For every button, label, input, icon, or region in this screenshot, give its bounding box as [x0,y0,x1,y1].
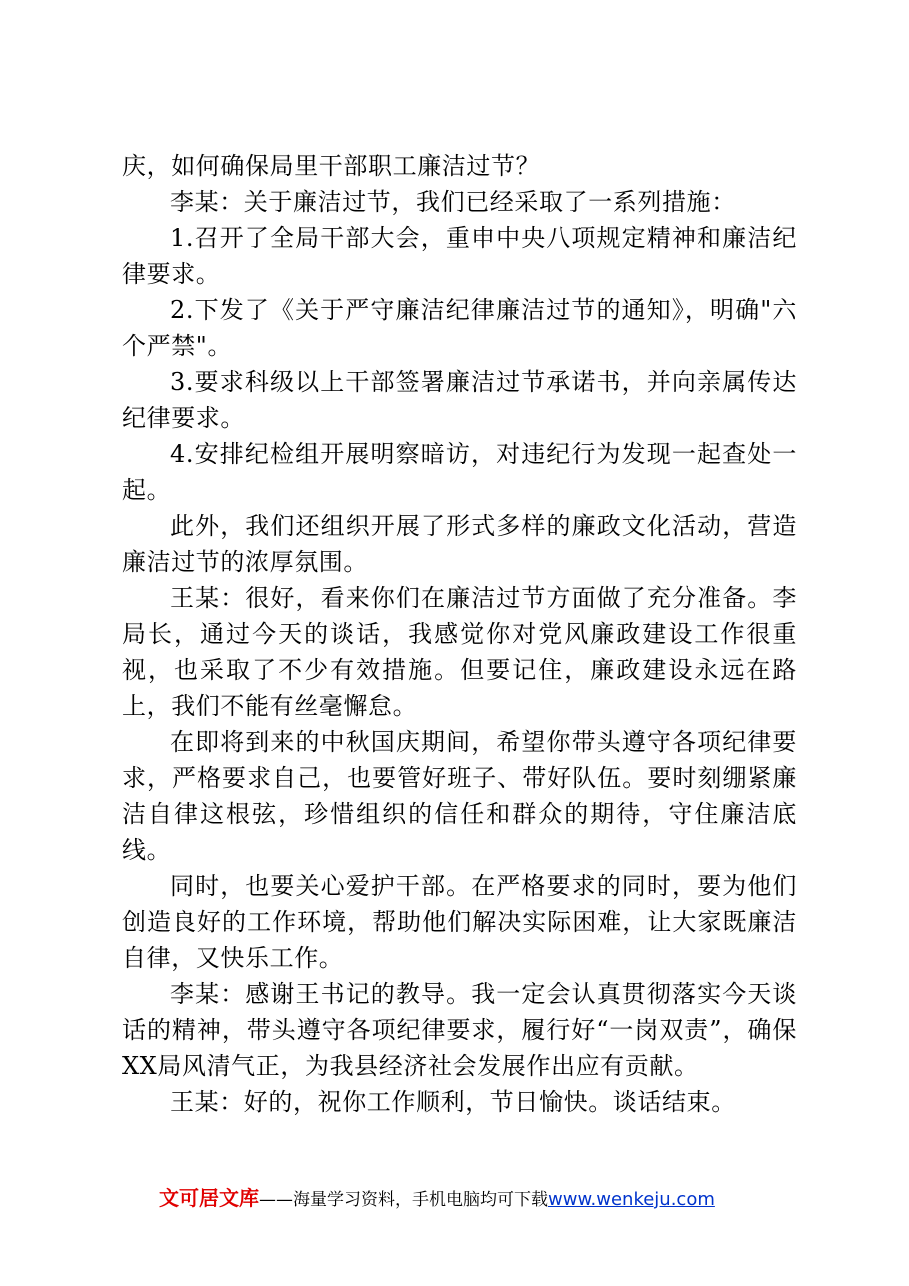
paragraph: 李某：关于廉洁过节，我们已经采取了一系列措施： [170,188,736,216]
paragraph: 王某：好的，祝你工作顺利，节日愉快。谈话结束。 [170,1088,736,1116]
paragraph: 同时，也要关心爱护干部。在严格要求的同时，要为他们创造良好的工作环境，帮助他们解决实际困难，让大家既廉洁自律，又快乐工作。 [122,872,797,972]
paragraph: 此外，我们还组织开展了形式多样的廉政文化活动，营造廉洁过节的浓厚氛围。 [122,512,797,576]
footer-banner [159,1184,715,1212]
footer-tagline: ——海量学习资料，手机电脑均可下载 [259,1190,548,1210]
paragraph-continuation: 庆，如何确保局里干部职工廉洁过节？ [122,152,541,180]
paragraph: 2.下发了《关于严守廉洁纪律廉洁过节的通知》，明确"六个严禁"。 [122,296,797,360]
paragraph: 李某：感谢王书记的教导。我一定会认真贯彻落实今天谈话的精神，带头遵守各项纪律要求，履行好“一岗双责”，确保XX局风清气正，为我县经济社会发展作出应有贡献。 [122,980,797,1080]
paragraph: 在即将到来的中秋国庆期间，希望你带头遵守各项纪律要求，严格要求自己，也要管好班子、带好队伍。要时刻绷紧廉洁自律这根弦，珍惜组织的信任和群众的期待，守住廉洁底线。 [122,728,797,864]
footer-brand: 文可居文库 [159,1186,259,1210]
paragraph: 王某：很好，看来你们在廉洁过节方面做了充分准备。李局长，通过今天的谈话，我感觉你对党风廉政建设工作很重视，也采取了不少有效措施。但要记住，廉政建设永远在路上，我们不能有丝毫懈怠。 [122,584,797,720]
footer-url-link[interactable]: www.wenkeju.com [548,1189,715,1210]
paragraph: 1.召开了全局干部大会，重申中央八项规定精神和廉洁纪律要求。 [122,224,797,288]
paragraph: 4.安排纪检组开展明察暗访，对违纪行为发现一起查处一起。 [122,440,797,504]
paragraph: 3.要求科级以上干部签署廉洁过节承诺书，并向亲属传达纪律要求。 [122,368,797,432]
document-body [122,148,797,1120]
